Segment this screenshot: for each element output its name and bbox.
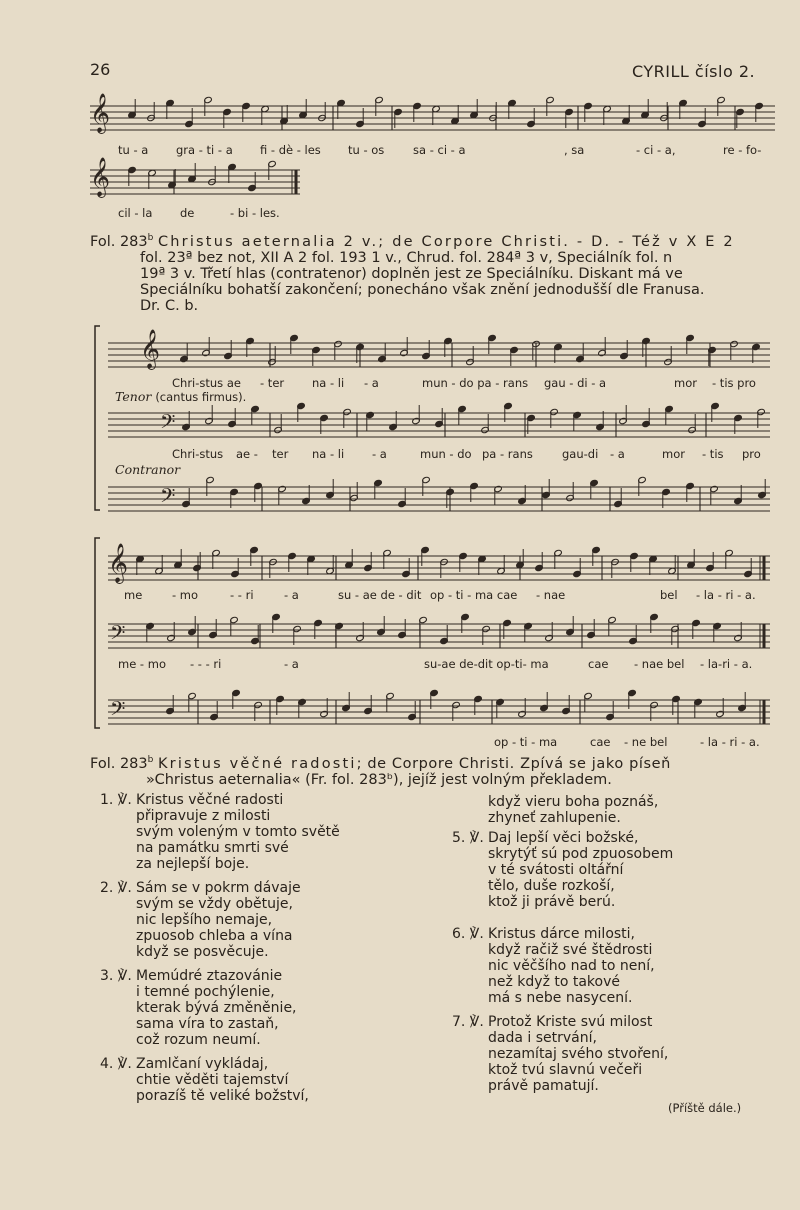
lyric: - nae bel [634, 657, 685, 671]
lyric: - ter [260, 376, 285, 390]
verses-left-column [100, 792, 400, 1112]
verse-line: což rozum neumí. [136, 1032, 261, 1048]
lyric: - a [284, 588, 299, 602]
note-line: 19ª 3 v. Třetí hlas (contratenor) doplněn jest ze Speciálníku. Diskant má ve [140, 265, 683, 282]
verse-line: svým voleným v tomto světě [136, 824, 340, 840]
lyric: me [124, 588, 143, 602]
verse-line: v té svátosti oltářní [488, 862, 624, 878]
verses-right-column [452, 794, 752, 1102]
verse-line: tělo, duše rozkoší, [488, 878, 615, 894]
lyric: cae [588, 657, 609, 671]
source-note [90, 230, 790, 314]
lyric: - - - ri [190, 657, 222, 671]
lyric: - a [284, 657, 299, 671]
lyric: - tis pro [712, 376, 756, 390]
system-bracket [95, 538, 100, 728]
verse-line: Kristus dárce milosti, [488, 926, 636, 942]
fol-ref: Fol. 283 [90, 755, 148, 772]
lyric: - bi - les. [230, 206, 280, 220]
lyric: - a [364, 376, 379, 390]
treble-clef: 𝄞 [108, 543, 129, 583]
verse-line: svým se vždy obětuje, [136, 896, 293, 912]
verse-line: za nejlepší boje. [136, 856, 250, 872]
lyric: gau - di - a [544, 376, 607, 390]
lyric: gra - ti - a [176, 143, 233, 157]
lyric: mor [674, 376, 697, 390]
lyric: - tis [702, 447, 724, 461]
note-text: 2 v.; de Corpore Christi. - D. - Též v X E 2 [336, 233, 735, 250]
lyric: na - li [312, 447, 345, 461]
note-line: fol. 23ª bez not, XII A 2 fol. 193 1 v., Chrud. fol. 284ª 3 v, Speciálník fol. n [140, 249, 673, 266]
verse-number: 7. ℣. [452, 1014, 484, 1030]
lyric: ter [272, 447, 289, 461]
lyric: - la-ri - a. [700, 657, 753, 671]
lyric: gau-di [562, 447, 599, 461]
verse-line: má s nebe nasycení. [488, 990, 633, 1006]
verse-line: na památku smrti své [136, 840, 289, 856]
lyric: op - ti - ma [494, 735, 558, 749]
lyric: cil - la [118, 206, 153, 220]
verse-line: i temné pochýlenie, [136, 984, 275, 1000]
intro-text: ; de Corpore Christi. Zpívá se jako píseň [356, 755, 671, 772]
lyric: de [180, 206, 195, 220]
lyric: tu - a [118, 143, 149, 157]
system2-voice3-lyrics [494, 735, 794, 751]
lyric: mor [662, 447, 685, 461]
system2-voice2-lyrics [118, 657, 768, 673]
verse-line: ktož ji právě berú. [488, 894, 616, 910]
tenor-name: Tenor [115, 389, 152, 404]
lyric: su - ae de - dit [338, 588, 422, 602]
lyric: op - ti - ma cae [430, 588, 518, 602]
lyric: pro [742, 447, 761, 461]
lyric: ae - [236, 447, 258, 461]
verse-line: dada i setrvání, [488, 1030, 597, 1046]
verse-4-cont [452, 794, 752, 830]
continued-note: (Příště dále.) [668, 1101, 742, 1115]
intro-line: »Christus aeternalia« (Fr. fol. 283ᵇ), jejíž jest volným překladem. [146, 771, 612, 788]
bass-clef: 𝄢 [110, 697, 126, 725]
czech-hymn-title: Kristus věčné radosti [157, 755, 357, 772]
verse-number: 3. ℣. [100, 968, 132, 984]
lyric: - ne bel [624, 735, 668, 749]
verse-1 [100, 792, 400, 880]
page-number: 26 [90, 60, 111, 79]
verse-number: 2. ℣. [100, 880, 132, 896]
bass-clef: 𝄢 [160, 484, 176, 512]
verse-4 [100, 1056, 400, 1112]
verse-number: 5. ℣. [452, 830, 484, 846]
lyric: - nae [536, 588, 566, 602]
verse-line: ktož tvú slavnú večeři [488, 1062, 643, 1078]
verse-line: když vieru boha poznáš, [488, 794, 659, 810]
system2-voice1-lyrics [124, 588, 774, 604]
verse-line: skrytýť sú pod zpuosobem [488, 846, 674, 862]
verse-6 [452, 926, 752, 1014]
lyric: - a [610, 447, 625, 461]
verse-2 [100, 880, 400, 968]
hymn-title: Christus aeternalia [157, 233, 337, 250]
system-bracket [95, 326, 100, 510]
contranor-label: Contranor [115, 462, 181, 477]
verse-line: nezamítaj svého stvoření, [488, 1046, 669, 1062]
tenor-label [115, 389, 246, 404]
lyric: sa - ci - a [413, 143, 466, 157]
treble-clef: 𝄞 [140, 329, 161, 369]
bass-clef: 𝄢 [110, 621, 126, 649]
verse-5 [452, 830, 752, 926]
verse-line: sama víra to zastaň, [136, 1016, 279, 1032]
verse-line: právě pamatují. [488, 1078, 599, 1094]
hymn-intro [90, 752, 790, 788]
lyric: cae [590, 735, 611, 749]
verse-line: když račiž své štědrosti [488, 942, 653, 958]
verse-line: než když to takové [488, 974, 621, 990]
verse-line: když se posvěcuje. [136, 944, 269, 960]
bass-clef: 𝄢 [160, 410, 176, 438]
top-lyrics-2 [118, 206, 418, 222]
verse-line: zhyneť zahlupenie. [488, 810, 621, 826]
lyric: na - li [312, 376, 345, 390]
lyric: pa - rans [482, 447, 533, 461]
verse-line: Protož Kriste svú milost [488, 1014, 653, 1030]
verse-line: Daj lepší věci božské, [488, 830, 639, 846]
verse-7 [452, 1014, 752, 1102]
lyric: me - mo [118, 657, 166, 671]
fol-sup: b [147, 755, 154, 765]
lyric: - la - ri - a. [696, 588, 756, 602]
note-line: Speciálníku bohatší zakončení; ponecháno však znění jednodušší dle Franusa. [140, 281, 705, 298]
lyric: Chri-stus [172, 447, 224, 461]
lyric: fi - dè - les [260, 143, 321, 157]
lyric: mun - do [420, 447, 472, 461]
verse-line: Kristus věčné radosti [136, 792, 284, 808]
verse-line: kterak bývá změněnie, [136, 1000, 297, 1016]
verse-number: 6. ℣. [452, 926, 484, 942]
lyric: Chri-stus ae [172, 376, 241, 390]
verse-line: chtie věděti tajemství [136, 1072, 289, 1088]
lyric: , sa [564, 143, 585, 157]
verse-line: nic lepšího nemaje, [136, 912, 273, 928]
lyric: - ci - a, [636, 143, 676, 157]
lyric: re - fo- [723, 143, 762, 157]
system1-voice2-lyrics [172, 447, 772, 463]
verse-line: Memúdré ztazovánie [136, 968, 283, 984]
verse-line: Zamlčaní vykládaj, [136, 1056, 269, 1072]
verse-number: 4. ℣. [100, 1056, 132, 1072]
verse-line: připravuje z milosti [136, 808, 271, 824]
system1-voice1-lyrics [172, 376, 772, 392]
lyric: tu - os [348, 143, 385, 157]
lyric: - la - ri - a. [700, 735, 760, 749]
verse-line: nic věčšího nad to není, [488, 958, 655, 974]
verse-3 [100, 968, 400, 1056]
verse-line: Sám se v pokrm dávaje [136, 880, 301, 896]
lyric: - a [372, 447, 387, 461]
verse-line: zpuosob chleba a vína [136, 928, 293, 944]
cantus-firmus: (cantus firmus). [155, 390, 247, 404]
note-line: Dr. C. b. [140, 297, 199, 314]
lyric: su-ae de-dit op-ti- ma [424, 657, 549, 671]
lyric: bel [660, 588, 678, 602]
verse-number: 1. ℣. [100, 792, 132, 808]
verse-line: porazíš tě veliké božství, [136, 1088, 309, 1104]
page-title: CYRILL číslo 2. [632, 62, 756, 81]
lyric: - - ri [230, 588, 254, 602]
lyric: mun - do pa - rans [422, 376, 529, 390]
fol-ref: Fol. 283 [90, 233, 148, 250]
treble-clef: 𝄞 [90, 157, 111, 197]
lyric: - mo [172, 588, 199, 602]
treble-clef: 𝄞 [90, 93, 111, 133]
top-lyrics-1 [118, 143, 778, 159]
fol-sup: b [147, 233, 154, 243]
